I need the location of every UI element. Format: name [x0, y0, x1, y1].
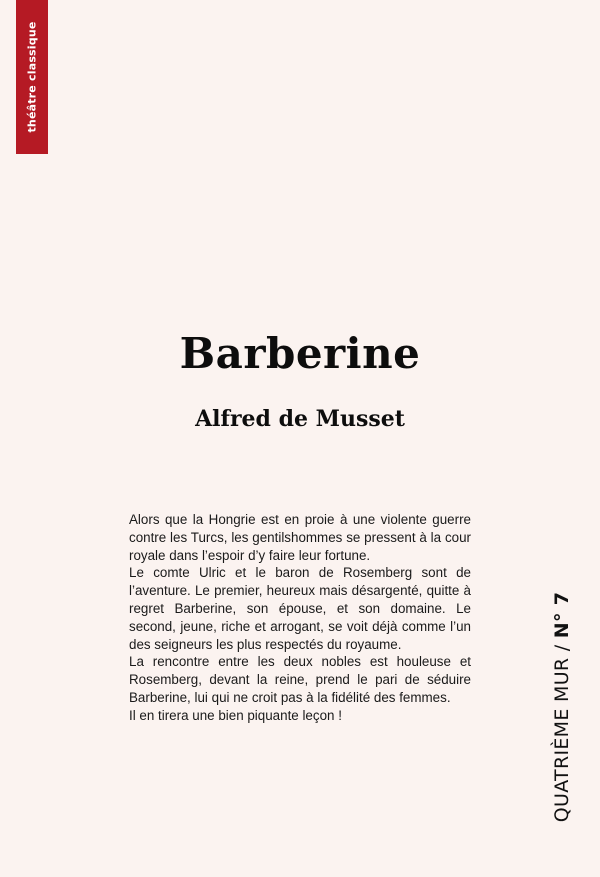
blurb-paragraph: La rencontre entre les deux nobles est houleuse et Rosemberg, devant la reine, prend le pari de séduire Barberine, lui qui ne croit pas à la fidélité des femmes. [129, 654, 471, 705]
back-cover-blurb [129, 511, 471, 725]
series-number: N° 7 [551, 591, 573, 639]
book-author: Alfred de Musset [195, 406, 405, 432]
collection-label: théâtre classique [25, 21, 39, 133]
blurb-paragraph: Il en tirera une bien piquante leçon ! [129, 707, 342, 723]
series-name: QUATRIÈME MUR / [551, 638, 573, 823]
blurb-paragraph: Le comte Ulric et le baron de Rosemberg sont de l’aventure. Le premier, heureux mais désargenté, quitte à regret Barberine, son épouse, et son domaine. Le second, jeune, riche et arrogant, se voit déjà comme l’un des seigneurs les plus respectés du royaume. [129, 565, 471, 652]
book-title: Barberine [179, 329, 421, 378]
blurb-paragraph: Alors que la Hongrie est en proie à une violente guerre contre les Turcs, les gentilshommes se pressent à la cour royale dans l’espoir d’y faire leur fortune. [129, 512, 471, 563]
series-label [551, 592, 573, 822]
collection-tab [16, 0, 48, 154]
